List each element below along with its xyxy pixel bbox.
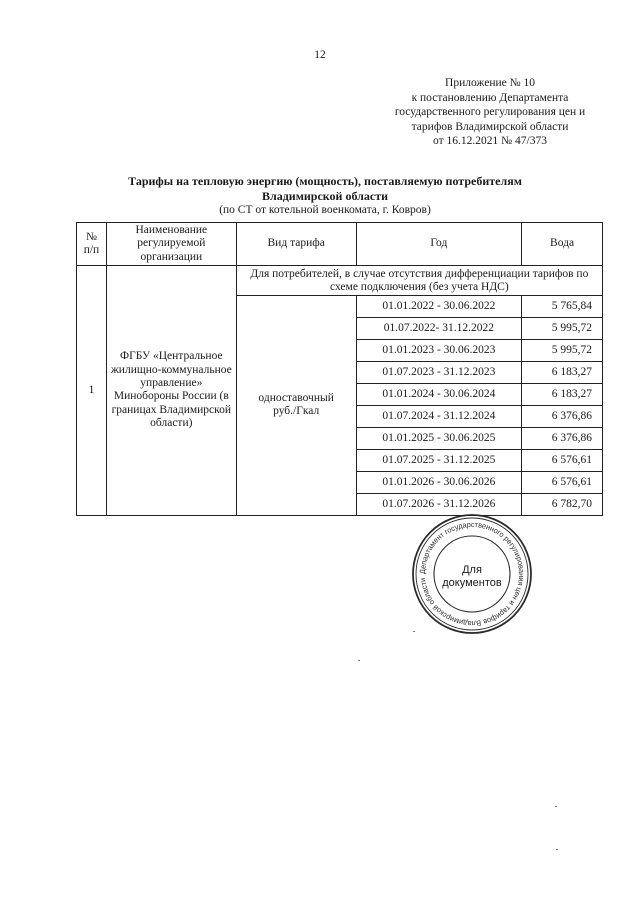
appendix-block <box>370 76 610 149</box>
appendix-line-4: тарифов Владимирской области <box>411 120 569 133</box>
header-year: Год <box>356 223 522 266</box>
period-cell: 01.01.2022 - 30.06.2022 <box>356 295 522 317</box>
appendix-line-3: государственного регулирования цен и <box>394 106 586 119</box>
water-tariff-cell: 6 183,27 <box>522 361 603 383</box>
water-tariff-cell: 6 183,27 <box>522 383 603 405</box>
header-water: Вода <box>522 223 603 266</box>
period-cell: 01.07.2022- 31.12.2022 <box>356 317 522 339</box>
title-line-2: Владимирской области <box>261 188 389 203</box>
water-tariff-cell: 6 576,61 <box>522 471 603 493</box>
period-cell: 01.01.2025 - 30.06.2025 <box>356 427 522 449</box>
period-cell: 01.01.2023 - 30.06.2023 <box>356 339 522 361</box>
scan-speck <box>358 660 360 661</box>
water-tariff-cell: 6 782,70 <box>522 493 603 515</box>
organization-name: ФГБУ «Центральное жилищно-коммунальное управление» Минобороны России (в границах Владимирской области) <box>106 266 236 516</box>
header-number: № п/п <box>77 223 107 266</box>
table-header-row <box>77 223 603 266</box>
appendix-line-2: к постановлению Департамента <box>411 91 569 104</box>
tariff-table <box>76 222 603 516</box>
table-row <box>77 266 603 296</box>
document-title <box>60 174 590 218</box>
scan-speck <box>556 849 558 850</box>
stamp-center-text <box>439 564 505 589</box>
stamp-center-line-1: Для <box>462 564 482 576</box>
header-tariff-type: Вид тарифа <box>236 223 356 266</box>
tariff-type: одноставочный руб./Гкал <box>236 295 356 515</box>
scan-speck <box>555 806 557 807</box>
period-cell: 01.01.2026 - 30.06.2026 <box>356 471 522 493</box>
period-cell: 01.07.2026 - 31.12.2026 <box>356 493 522 515</box>
water-tariff-cell: 6 576,61 <box>522 449 603 471</box>
page-number: 12 <box>314 49 326 61</box>
period-cell: 01.07.2024 - 31.12.2024 <box>356 405 522 427</box>
row-number: 1 <box>77 266 107 516</box>
water-tariff-cell: 5 765,84 <box>522 295 603 317</box>
scan-speck <box>413 631 415 632</box>
stamp-center-line-2: документов <box>442 576 502 589</box>
title-line-1: Тарифы на тепловую энергию (мощность), поставляемую потребителям <box>128 174 522 188</box>
appendix-line-5: от 16.12.2021 № 47/373 <box>433 135 547 148</box>
consumer-group-label: Для потребителей, в случае отсутствия дифференциации тарифов по схеме подключения (без учета НДС) <box>236 266 602 296</box>
water-tariff-cell: 6 376,86 <box>522 405 603 427</box>
stamp-ring-text: Департамент государственного регулирования цен и тарифов Владимирской области <box>417 519 527 629</box>
period-cell: 01.07.2023 - 31.12.2023 <box>356 361 522 383</box>
period-cell: 01.07.2025 - 31.12.2025 <box>356 449 522 471</box>
period-cell: 01.01.2024 - 30.06.2024 <box>356 383 522 405</box>
water-tariff-cell: 6 376,86 <box>522 427 603 449</box>
appendix-line-1: Приложение № 10 <box>445 77 535 89</box>
water-tariff-cell: 5 995,72 <box>522 339 603 361</box>
water-tariff-cell: 5 995,72 <box>522 317 603 339</box>
title-subtitle: (по СТ от котельной военкомата, г. Ковров) <box>219 204 431 216</box>
header-organization: Наименование регулируемой организации <box>106 223 236 266</box>
